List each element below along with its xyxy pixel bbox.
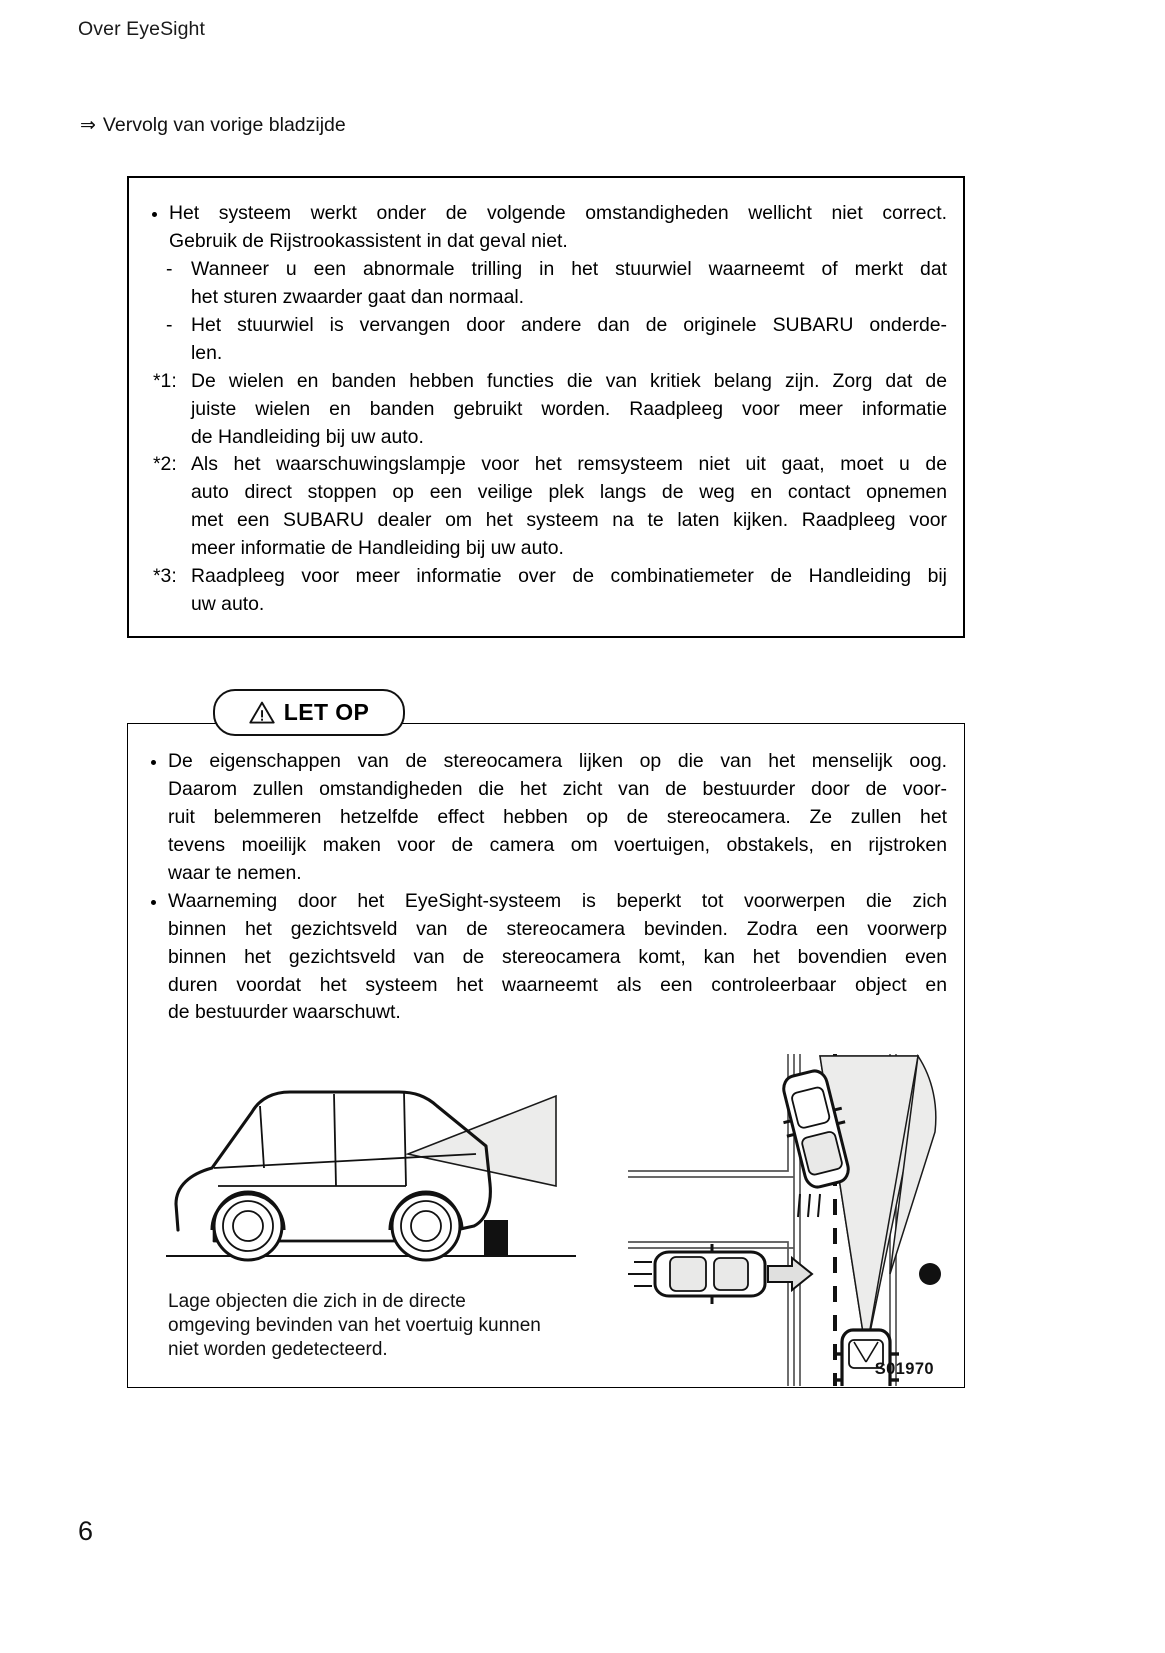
- caution-2-line-2: binnen het gezichtsveld van de stereocamera bevinden. Zodra een voorwerp: [168, 917, 947, 940]
- figure-caption-left: [168, 1290, 618, 1362]
- side-view-illustration: [156, 1034, 586, 1304]
- page-number: 6: [78, 1516, 94, 1546]
- note-bullet-line-2: Gebruik de Rijstrookassistent in dat geval niet.: [169, 229, 568, 252]
- figure-group: [128, 1034, 964, 1386]
- figure-top-view: [628, 1034, 958, 1386]
- undetected-object-dot: [919, 1263, 941, 1285]
- caution-1-line-2: Daarom zullen omstandigheden die het zicht van de bestuurder door de voor-: [168, 777, 947, 800]
- caption-line-1: Lage objecten die zich in de directe: [168, 1291, 466, 1312]
- footnote-1-line-2: juiste wielen en banden gebruikt worden. Raadpleeg voor meer informatie: [191, 397, 947, 420]
- caution-2-line-3: binnen het gezichtsveld van de stereocamera komt, kan het bovendien even: [168, 945, 947, 968]
- caution-box: [127, 723, 965, 1388]
- motion-lines-crossing-car: [628, 1262, 652, 1286]
- dash-1-line-2: het sturen zwaarder gaat dan normaal.: [191, 285, 525, 308]
- page-title: Over EyeSight: [78, 18, 206, 40]
- footnote-marker-3: *3:: [153, 565, 177, 588]
- bullet-dot-icon: [152, 212, 157, 217]
- motion-lines-merging-car: [798, 1194, 820, 1217]
- footnote-2-line-4: meer informatie de Handleiding bij uw auto.: [191, 537, 564, 560]
- caution-1-line-1: De eigenschappen van de stereocamera lijken op die van het menselijk oog.: [168, 750, 947, 772]
- dash-marker: -: [166, 313, 173, 336]
- note-bullet-line-1: Het systeem werkt onder de volgende omstandigheden wellicht niet correct.: [169, 202, 947, 224]
- footnote-1-line-1: De wielen en banden hebben functies die van kritiek belang zijn. Zorg dat de: [191, 369, 947, 392]
- dash-2-line-2: len.: [191, 341, 223, 364]
- list-item: [143, 256, 947, 312]
- list-item: [142, 748, 947, 888]
- dash-marker: -: [166, 257, 173, 280]
- footnote-marker-2: *2:: [153, 453, 177, 476]
- warning-triangle-icon: [249, 701, 275, 724]
- caution-2-line-5: de bestuurder waarschuwt.: [168, 1001, 401, 1024]
- caption-line-2: omgeving bevinden van het voertuig kunnen: [168, 1314, 541, 1336]
- list-item: [143, 312, 947, 368]
- right-arrow-icon: ⇒: [80, 115, 96, 136]
- caution-2-line-4: duren voordat het systeem het waarneemt als een controleerbaar object en: [168, 973, 947, 996]
- footnote-1-line-3: de Handleiding bij uw auto.: [191, 425, 424, 448]
- footnote-2-line-2: auto direct stoppen op een veilige plek langs de weg en contact opnemen: [191, 481, 947, 504]
- dash-2-line-1: Het stuurwiel is vervangen door andere dan de originele SUBARU onderde-: [191, 313, 947, 336]
- footnote-marker-1: *1:: [153, 369, 177, 392]
- caution-1-line-5: waar te nemen.: [168, 861, 302, 884]
- bullet-dot-icon: [151, 760, 156, 765]
- footnote-3-line-2: uw auto.: [191, 593, 265, 616]
- side-road-edges: [628, 1054, 794, 1386]
- footnote-3-line-1: Raadpleeg voor meer informatie over de combinatiemeter de Handleiding bij: [191, 565, 947, 588]
- footnote-item: [143, 451, 947, 563]
- continued-from-previous-page: [80, 114, 346, 137]
- car-wheels: [214, 1192, 460, 1260]
- footnote-2-line-3: met een SUBARU dealer om het systeem na te laten kijken. Raadpleeg voor: [191, 509, 947, 532]
- direction-arrow-icon: [768, 1258, 812, 1290]
- caution-1-line-3: ruit belemmeren hetzelfde effect hebben op de stereocamera. Ze zullen het: [168, 805, 947, 828]
- intersection-illustration: [628, 1034, 958, 1386]
- caption-line-3: niet worden gedetecteerd.: [168, 1338, 388, 1360]
- footnote-item: [143, 563, 947, 619]
- bullet-dot-icon: [151, 900, 156, 905]
- list-item: [143, 200, 947, 256]
- caution-title-badge: [213, 689, 405, 736]
- dash-1-line-1: Wanneer u een abnormale trilling in het stuurwiel waarneemt of merkt dat: [191, 257, 947, 280]
- footnote-item: [143, 368, 947, 452]
- footnote-2-line-1: Als het waarschuwingslampje voor het remsysteem niet uit gaat, moet u de: [191, 453, 947, 476]
- list-item: [142, 888, 947, 1028]
- caution-1-line-4: tevens moeilijk maken voor de camera om voertuigen, obstakels, en rijstroken: [168, 833, 947, 856]
- crossing-car-top-view: [655, 1244, 765, 1304]
- figure-reference-code: S01970: [874, 1360, 934, 1378]
- low-obstacle-block: [484, 1220, 508, 1256]
- caution-2-line-1: Waarneming door het EyeSight-systeem is beperkt tot voorwerpen die zich: [168, 889, 947, 912]
- note-box: [127, 176, 965, 638]
- continued-label: Vervolg van vorige bladzijde: [102, 114, 346, 136]
- caution-title-label: LET OP: [283, 699, 370, 725]
